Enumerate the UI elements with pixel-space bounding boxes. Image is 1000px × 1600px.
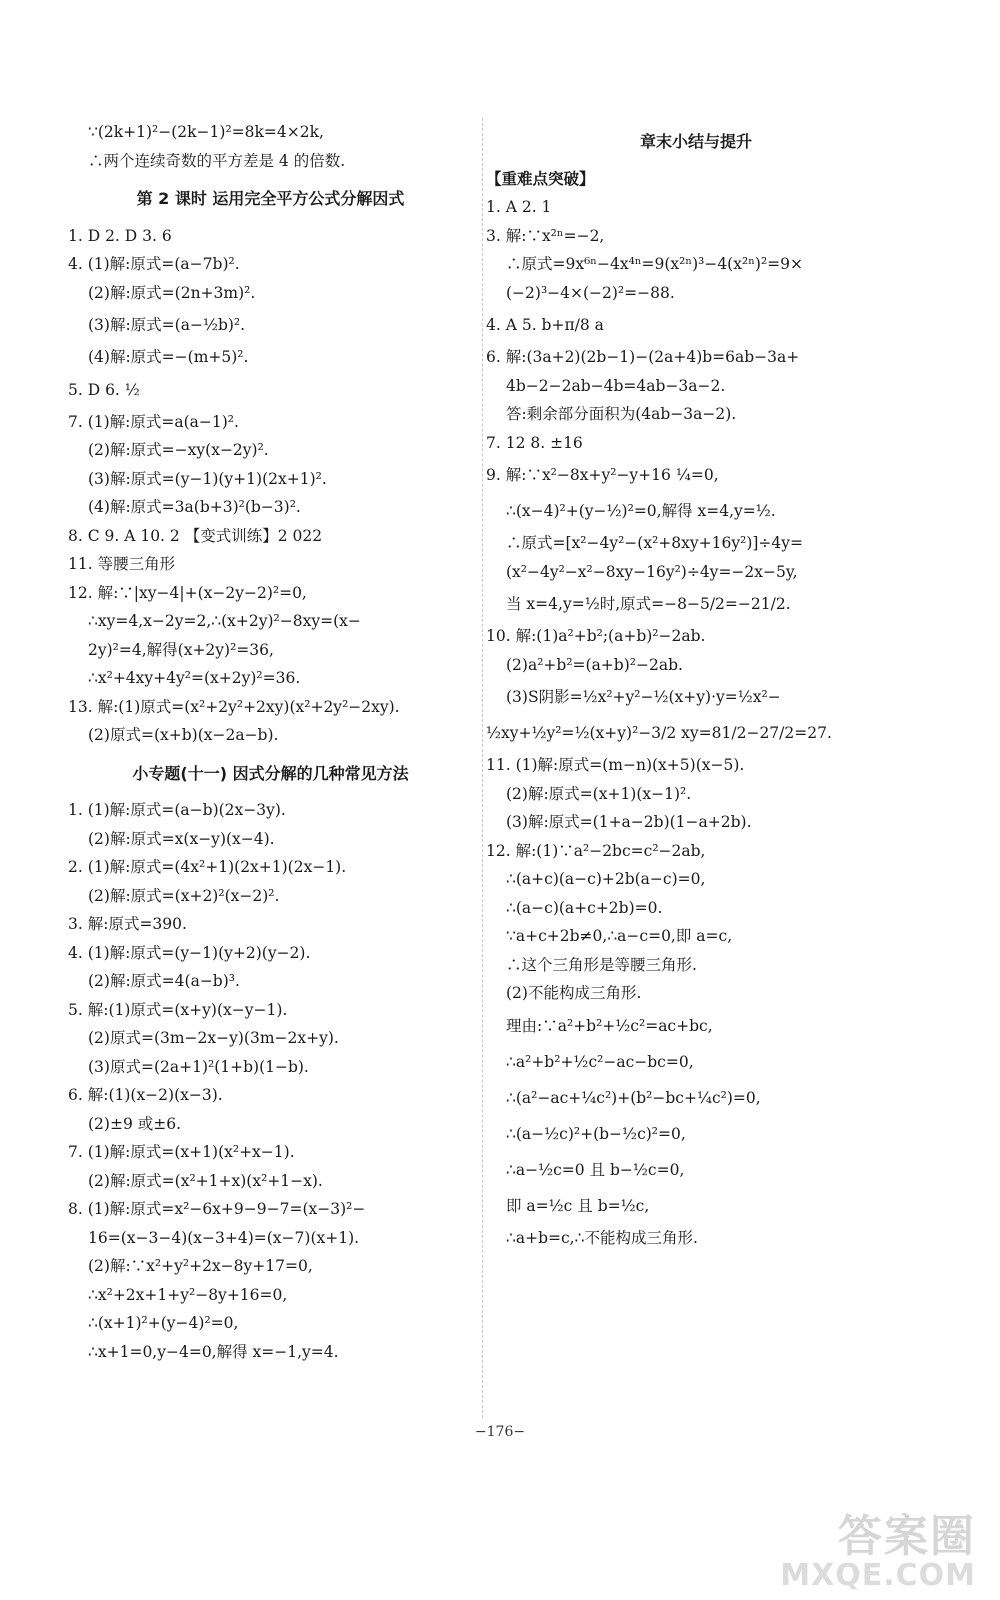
- answer-line: 4. (1)解:原式=(y−1)(y+2)(y−2).: [68, 943, 311, 962]
- left-column: [68, 118, 473, 1366]
- answer-line: (2)解:原式=−xy(x−2y)².: [88, 441, 269, 459]
- answer-line: 11. 等腰三角形: [68, 555, 176, 573]
- answer-line: ∴a²+b²+½c²−ac−bc=0,: [506, 1052, 694, 1071]
- answer-line: 1. (1)解:原式=(a−b)(2x−3y).: [68, 801, 286, 819]
- answer-line: 2y)²=4,解得(x+2y)²=36,: [88, 640, 274, 659]
- section-heading-topic-11: 小专题(十一) 因式分解的几种常见方法: [132, 763, 409, 783]
- answer-line: ∵a+c+2b≠0,∴a−c=0,即 a=c,: [506, 927, 733, 945]
- watermark-site: MXQE.COM: [780, 1558, 976, 1593]
- answer-line: (2)解:原式=(2n+3m)².: [88, 283, 256, 302]
- column-divider: [482, 118, 483, 1418]
- answer-line: (3)解:原式=(a−½b)².: [88, 316, 246, 334]
- answer-line: (2)解:原式=(x²+1+x)(x²+1−x).: [88, 1171, 323, 1190]
- answer-line: ½xy+½y²=½(x+y)²−3/2 xy=81/2−27/2=27.: [486, 724, 832, 742]
- answer-line: 13. 解:(1)原式=(x²+2y²+2xy)(x²+2y²−2xy).: [68, 697, 400, 716]
- answer-line: 7. 12 8. ±16: [486, 433, 583, 452]
- answer-line: 即 a=½c 且 b=½c,: [506, 1196, 650, 1215]
- answer-line: (2)±9 或±6.: [88, 1114, 182, 1133]
- answer-line: 答:剩余部分面积为(4ab−3a−2).: [506, 405, 737, 423]
- answer-line: (3)解:原式=(y−1)(y+1)(2x+1)².: [88, 469, 327, 488]
- answer-line: ∴这个三角形是等腰三角形.: [506, 955, 697, 974]
- answer-line: (x²−4y²−x²−8xy−16y²)÷4y=−2x−5y,: [506, 562, 798, 581]
- section-heading-chapter-summary: 章末小结与提升: [639, 132, 752, 151]
- answer-line: (−2)³−4×(−2)²=−88.: [506, 283, 675, 302]
- site-watermark: [780, 1511, 976, 1593]
- answer-line: 7. (1)解:原式=a(a−1)².: [68, 412, 239, 431]
- answer-line: 4. A 5. b+π/8 a: [486, 316, 604, 334]
- answer-line: (2)原式=(x+b)(x−2a−b).: [88, 726, 279, 744]
- answer-line: ∴x+1=0,y−4=0,解得 x=−1,y=4.: [88, 1342, 339, 1361]
- answer-line: 当 x=4,y=½时,原式=−8−5/2=−21/2.: [506, 595, 791, 613]
- answer-line: (2)a²+b²=(a+b)²−2ab.: [506, 655, 683, 674]
- answer-line: 6. 解:(3a+2)(2b−1)−(2a+4)b=6ab−3a+: [486, 348, 800, 366]
- answer-line: ∴(x+1)²+(y−4)²=0,: [88, 1314, 239, 1332]
- answer-line: ∴(a²−ac+¼c²)+(b²−bc+¼c²)=0,: [506, 1088, 761, 1107]
- answer-line: 7. (1)解:原式=(x+1)(x²+x−1).: [68, 1143, 295, 1161]
- answer-line: 8. (1)解:原式=x²−6x+9−9−7=(x−3)²−: [68, 1200, 366, 1218]
- answer-line: 4b−2−2ab−4b=4ab−3a−2.: [506, 376, 726, 395]
- answer-line: 3. 解:原式=390.: [68, 915, 187, 933]
- answer-line: ∴原式=[x²−4y²−(x²+8xy+16y²)]÷4y=: [506, 534, 804, 552]
- text-line: ∵(2k+1)²−(2k−1)²=8k=4×2k,: [88, 123, 324, 141]
- answer-line: ∴a−½c=0 且 b−½c=0,: [506, 1160, 685, 1179]
- answer-line: 8. C 9. A 10. 2 【变式训练】2 022: [68, 526, 323, 545]
- answer-line: 10. 解:(1)a²+b²;(a+b)²−2ab.: [486, 627, 706, 645]
- answer-line: (2)解:原式=(x+2)²(x−2)².: [88, 886, 280, 905]
- answer-line: (3)原式=(2a+1)²(1+b)(1−b).: [88, 1057, 309, 1076]
- answer-line: 5. 解:(1)原式=(x+y)(x−y−1).: [68, 1000, 288, 1019]
- answer-line: 4. (1)解:原式=(a−7b)².: [68, 255, 240, 273]
- section-heading-lesson-2: 第 2 课时 运用完全平方公式分解因式: [136, 189, 405, 208]
- answer-line: 9. 解:∵x²−8x+y²−y+16 ¼=0,: [486, 466, 719, 484]
- answer-line: (2)不能构成三角形.: [506, 984, 642, 1002]
- answer-line: 6. 解:(1)(x−2)(x−3).: [68, 1086, 223, 1104]
- watermark-logo: 答案圈: [838, 1511, 976, 1562]
- answer-line: 2. (1)解:原式=(4x²+1)(2x+1)(2x−1).: [68, 858, 347, 876]
- subheading-key-points: 【重难点突破】: [486, 169, 595, 188]
- answer-line: ∴(a−½c)²+(b−½c)²=0,: [506, 1124, 686, 1143]
- answer-line: 1. A 2. 1: [486, 198, 552, 216]
- answer-line: 3. 解:∵x²ⁿ=−2,: [486, 226, 605, 245]
- answer-line: (4)解:原式=3a(b+3)²(b−3)².: [88, 498, 301, 516]
- text-line: ∴两个连续奇数的平方差是 4 的倍数.: [88, 151, 346, 170]
- answer-line: (3)S阴影=½x²+y²−½(x+y)·y=½x²−: [506, 688, 781, 706]
- answer-line: 12. 解:(1)∵a²−2bc=c²−2ab,: [486, 841, 706, 860]
- answer-line: ∴x²+4xy+4y²=(x+2y)²=36.: [88, 669, 301, 687]
- answer-line: (2)原式=(3m−2x−y)(3m−2x+y).: [88, 1029, 339, 1047]
- answer-line: (2)解:∵x²+y²+2x−8y+17=0,: [88, 1257, 313, 1275]
- page-number: −176−: [474, 1424, 526, 1440]
- answer-line: 16=(x−3−4)(x−3+4)=(x−7)(x+1).: [88, 1228, 360, 1247]
- answer-line: 12. 解:∵|xy−4|+(x−2y−2)²=0,: [68, 583, 307, 602]
- answer-line: ∴原式=9x⁶ⁿ−4x⁴ⁿ=9(x²ⁿ)³−4(x²ⁿ)²=9×: [506, 255, 803, 273]
- answer-line: ∴x²+2x+1+y²−8y+16=0,: [88, 1285, 288, 1304]
- answer-line: ∴(a+c)(a−c)+2b(a−c)=0,: [506, 870, 706, 888]
- answer-line: 1. D 2. D 3. 6: [68, 226, 172, 245]
- answer-line: (4)解:原式=−(m+5)².: [88, 348, 249, 366]
- right-column: [486, 118, 906, 1252]
- answer-line: ∴a+b=c,∴不能构成三角形.: [506, 1228, 698, 1247]
- answer-line: ∴(a−c)(a+c+2b)=0.: [506, 898, 663, 917]
- answer-line: 11. (1)解:原式=(m−n)(x+5)(x−5).: [486, 756, 745, 774]
- answer-line: (2)解:原式=4(a−b)³.: [88, 972, 240, 990]
- answer-line: 理由:∵a²+b²+½c²=ac+bc,: [506, 1016, 713, 1035]
- answer-line: ∴(x−4)²+(y−½)²=0,解得 x=4,y=½.: [506, 502, 776, 520]
- answer-line: (2)解:原式=x(x−y)(x−4).: [88, 829, 275, 848]
- answer-line: (2)解:原式=(x+1)(x−1)².: [506, 784, 692, 803]
- answer-line: ∴xy=4,x−2y=2,∴(x+2y)²−8xy=(x−: [88, 612, 361, 630]
- answer-line: (3)解:原式=(1+a−2b)(1−a+2b).: [506, 813, 752, 831]
- answer-line: 5. D 6. ½: [68, 380, 140, 399]
